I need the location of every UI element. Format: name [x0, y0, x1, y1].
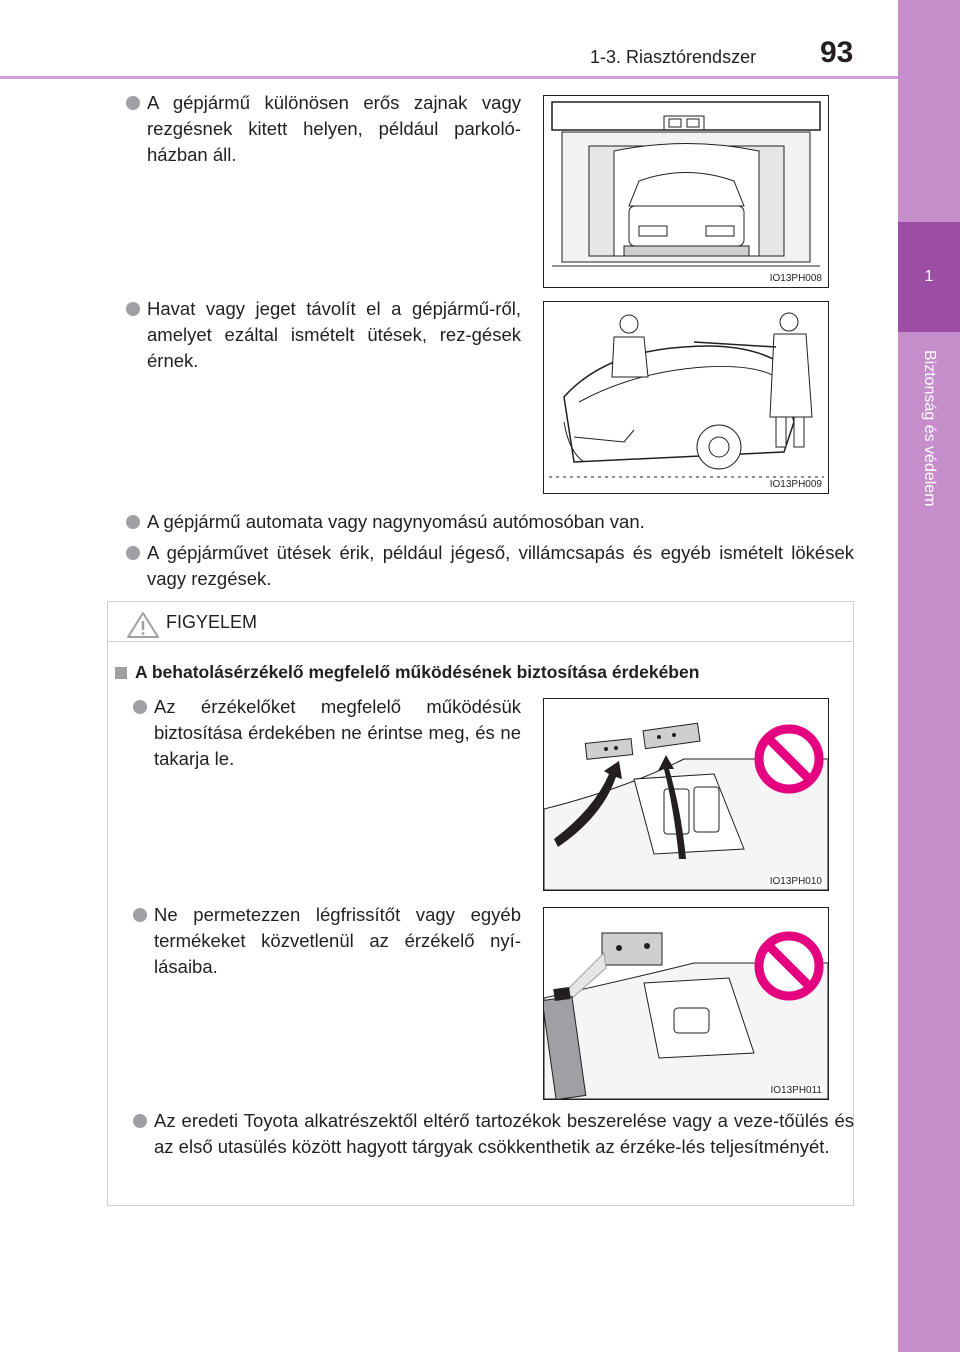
figure-parking-garage [543, 95, 829, 288]
list-item [126, 509, 854, 535]
page-number: 93 [820, 36, 854, 69]
list-item [133, 1108, 854, 1160]
figure-snow-removal [543, 301, 829, 494]
list-item [126, 296, 521, 374]
chapter-sidebar [898, 0, 960, 1352]
caution-subtitle-text: A behatolásérzékelő megfelelő működésének biztosítása érdekében [135, 662, 700, 682]
snow-removal-illustration [544, 302, 828, 493]
bullet-icon [126, 546, 140, 560]
figure-code: IO13PH011 [770, 1085, 822, 1096]
list-item [133, 694, 521, 772]
figure-code: IO13PH010 [769, 876, 822, 887]
list-item [126, 540, 854, 592]
bullet-icon [126, 96, 140, 110]
list-item-text: A gépjármű automata vagy nagynyomású autómosóban van. [147, 511, 645, 532]
warning-triangle-icon [126, 611, 160, 639]
bullet-icon [133, 700, 147, 714]
bullet-icon [126, 515, 140, 529]
list-item-text: Az érzékelőket megfelelő működésük biztosítása érdekében ne érintse meg, és ne takarja le. [154, 696, 521, 769]
chapter-title: Biztonság és védelem [921, 350, 938, 507]
bullet-icon [126, 302, 140, 316]
list-item-text: Az eredeti Toyota alkatrészektől eltérő tartozékok beszerelése vagy a veze-tőülés és az első utasülés között hagyott tárgyak csökkenthetik az érzéke-lés teljesítményét. [154, 1110, 854, 1157]
section-title: 1-3. Riasztórendszer [590, 47, 757, 67]
sensor-covered-illustration [544, 699, 828, 890]
caution-title: FIGYELEM [166, 612, 258, 632]
figure-code: IO13PH009 [769, 479, 822, 490]
figure-sensor-do-not-cover [543, 698, 829, 891]
list-item-text: Ne permetezzen légfrissítőt vagy egyéb termékeket közvetlenül az érzékelő nyí-lásaiba. [154, 904, 521, 977]
spray-sensor-illustration [544, 908, 828, 1099]
bullet-icon [133, 1114, 147, 1128]
parking-garage-illustration [544, 96, 828, 287]
caution-header-divider [107, 641, 853, 642]
list-item [126, 90, 521, 168]
list-item-text: A gépjármű különösen erős zajnak vagy rezgésnek kitett helyen, például parkoló-házban áll. [147, 92, 521, 165]
figure-sensor-no-spray [543, 907, 829, 1100]
list-item-text: Havat vagy jeget távolít el a gépjármű-ről, amelyet ezáltal ismételt ütések, rez-gések érnek. [147, 298, 521, 371]
list-item [133, 902, 521, 980]
bullet-icon [133, 908, 147, 922]
square-bullet-icon [115, 667, 127, 679]
chapter-number: 1 [924, 268, 934, 285]
caution-subtitle [115, 662, 699, 683]
list-item-text: A gépjárművet ütések érik, például jégeső, villámcsapás és egyéb ismételt lökések vagy rezgések. [147, 542, 854, 589]
header-divider [0, 76, 898, 79]
figure-code: IO13PH008 [769, 273, 822, 284]
